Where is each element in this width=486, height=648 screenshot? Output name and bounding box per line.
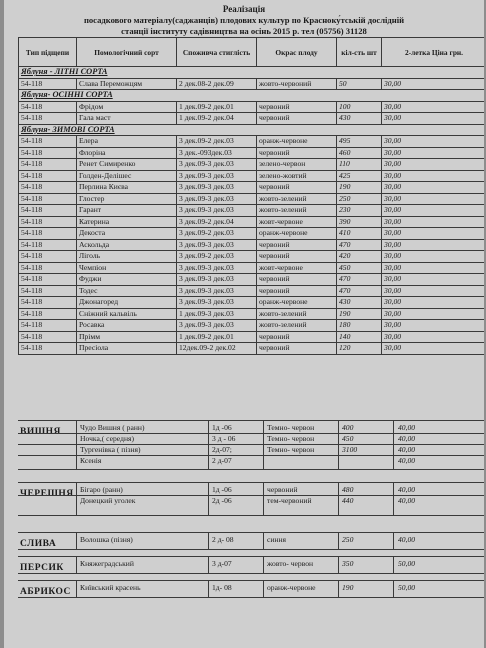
table-cell: 30,00 bbox=[382, 78, 485, 90]
table-row bbox=[19, 113, 485, 125]
column-divider bbox=[338, 557, 339, 573]
table-cell: синня bbox=[267, 535, 287, 544]
table-cell: 30,00 bbox=[382, 228, 485, 240]
table-cell: 30,00 bbox=[382, 147, 485, 159]
crop-block bbox=[18, 532, 484, 550]
table-row bbox=[19, 182, 485, 194]
column-divider bbox=[76, 581, 77, 597]
section-title: Яблуня - ЛІТНІ СОРТА bbox=[19, 67, 485, 79]
table-row bbox=[19, 78, 485, 90]
table-cell: оранж-червоне bbox=[257, 297, 337, 309]
table-cell: 1 дек.09-2 дек.04 bbox=[177, 113, 257, 125]
table-cell: Ксенія bbox=[80, 456, 102, 465]
table-cell: 390 bbox=[337, 216, 382, 228]
table-cell: жовто-зелений bbox=[257, 320, 337, 332]
column-header: Тип підщепи bbox=[19, 38, 77, 67]
table-row bbox=[19, 228, 485, 240]
table-cell: Елера bbox=[77, 136, 177, 148]
table-row bbox=[19, 343, 485, 355]
table-cell: Чемпіон bbox=[77, 262, 177, 274]
header-contact: станції інституту садівництва на осінь 2015 р. тел (05756) 31128 bbox=[121, 26, 367, 36]
table-cell: Прімм bbox=[77, 331, 177, 343]
table-row bbox=[19, 147, 485, 159]
column-header: Окрас плоду bbox=[257, 38, 337, 67]
table-cell: 3 д-07 bbox=[212, 559, 232, 568]
table-cell: 3 дек.09-3 дек.03 bbox=[177, 205, 257, 217]
table-row bbox=[19, 101, 485, 113]
table-cell: 54-118 bbox=[19, 297, 77, 309]
table-cell: 40,00 bbox=[398, 496, 416, 505]
table-cell: 54-118 bbox=[19, 78, 77, 90]
table-cell: 470 bbox=[337, 285, 382, 297]
table-cell: 30,00 bbox=[382, 343, 485, 355]
table-cell: 1 дек.09-2 дек.01 bbox=[177, 331, 257, 343]
table-cell: тем-червоний bbox=[267, 496, 312, 505]
column-header: Споживча стиглість bbox=[177, 38, 257, 67]
section-title-row bbox=[19, 67, 485, 79]
table-cell: Росавка bbox=[77, 320, 177, 332]
table-cell: Чудо Вишня ( ранн) bbox=[80, 423, 145, 432]
table-cell: 3 дек.09-3 дек.03 bbox=[177, 285, 257, 297]
column-divider bbox=[338, 533, 339, 549]
table-cell: 54-118 bbox=[19, 216, 77, 228]
table-cell: червоний bbox=[257, 113, 337, 125]
table-cell: зелено-червон bbox=[257, 159, 337, 171]
table-cell: 54-118 bbox=[19, 285, 77, 297]
table-cell: оранж-червоне bbox=[267, 583, 316, 592]
table-cell: 54-118 bbox=[19, 113, 77, 125]
table-cell: Ночка,( середня) bbox=[80, 434, 135, 443]
table-header-row bbox=[19, 38, 485, 67]
table-cell: Флоріна bbox=[77, 147, 177, 159]
table-cell: Гарант bbox=[77, 205, 177, 217]
table-cell: 54-118 bbox=[19, 228, 77, 240]
table-cell: 230 bbox=[337, 205, 382, 217]
sweet-cherry-block bbox=[18, 482, 484, 516]
table-row bbox=[19, 193, 485, 205]
table-cell: Тодес bbox=[77, 285, 177, 297]
table-cell: 1 дек.09-3 дек.03 bbox=[177, 308, 257, 320]
table-cell: зелено-жовтий bbox=[257, 170, 337, 182]
table-cell: 120 bbox=[337, 343, 382, 355]
table-cell: 54-118 bbox=[19, 182, 77, 194]
table-cell: 54-118 bbox=[19, 205, 77, 217]
column-divider bbox=[263, 483, 264, 515]
table-cell: Княжеградський bbox=[80, 559, 134, 568]
table-cell: 50,00 bbox=[398, 583, 416, 592]
document-sheet bbox=[4, 0, 484, 648]
table-cell: червоний bbox=[257, 285, 337, 297]
crop-label: АБРИКОС bbox=[20, 587, 71, 597]
table-cell: червоний bbox=[257, 343, 337, 355]
table-cell: 30,00 bbox=[382, 285, 485, 297]
table-cell: 54-118 bbox=[19, 262, 77, 274]
table-cell: 1д- 08 bbox=[212, 583, 232, 592]
table-cell: 40,00 bbox=[398, 445, 416, 454]
table-cell: 54-118 bbox=[19, 274, 77, 286]
section-title: Яблуня- ЗИМОВІ СОРТА bbox=[19, 124, 485, 136]
table-cell: 30,00 bbox=[382, 113, 485, 125]
table-cell: Ренет Симиренко bbox=[77, 159, 177, 171]
table-cell: оранж-червоне bbox=[257, 136, 337, 148]
table-cell: 3 дек.09-3 дек.03 bbox=[177, 193, 257, 205]
table-cell: 30,00 bbox=[382, 308, 485, 320]
table-row bbox=[19, 297, 485, 309]
table-cell: 3 дек.09-2 дек.03 bbox=[177, 228, 257, 240]
column-divider bbox=[393, 581, 394, 597]
column-divider bbox=[76, 421, 77, 469]
table-cell: 460 bbox=[337, 147, 382, 159]
table-cell: 2 д- 08 bbox=[212, 535, 234, 544]
table-cell: 400 bbox=[342, 423, 354, 432]
table-cell: Донецкий уголек bbox=[80, 496, 136, 505]
table-cell: 54-118 bbox=[19, 331, 77, 343]
table-cell: 12дек.09-2 дек.02 bbox=[177, 343, 257, 355]
column-header: Помологічний сорт bbox=[77, 38, 177, 67]
table-cell: 190 bbox=[342, 583, 354, 592]
table-cell: 40,00 bbox=[398, 423, 416, 432]
column-divider bbox=[208, 581, 209, 597]
table-cell: червоний bbox=[257, 331, 337, 343]
table-cell: 2д-07; bbox=[212, 445, 232, 454]
table-cell: 3 дек.09-3 дек.03 bbox=[177, 159, 257, 171]
table-cell: 1д -06 bbox=[212, 485, 232, 494]
table-row bbox=[19, 239, 485, 251]
table-cell: Київський красень bbox=[80, 583, 141, 592]
table-cell: 3 д - 06 bbox=[212, 434, 236, 443]
table-cell: 54-118 bbox=[19, 159, 77, 171]
table-cell: 450 bbox=[337, 262, 382, 274]
table-cell: Глостер bbox=[77, 193, 177, 205]
column-divider bbox=[338, 421, 339, 469]
column-divider bbox=[208, 533, 209, 549]
column-divider bbox=[393, 557, 394, 573]
table-cell: Темно- червон bbox=[267, 434, 315, 443]
table-cell: 250 bbox=[337, 193, 382, 205]
table-cell: жовт-червоне bbox=[257, 262, 337, 274]
table-cell: 100 bbox=[337, 101, 382, 113]
table-cell: 30,00 bbox=[382, 297, 485, 309]
table-cell: червоний bbox=[257, 182, 337, 194]
column-divider bbox=[393, 421, 394, 469]
column-divider bbox=[208, 483, 209, 515]
table-cell: 30,00 bbox=[382, 274, 485, 286]
table-cell: 2 д-07 bbox=[212, 456, 232, 465]
table-cell: 3 дек.09-3 дек.03 bbox=[177, 239, 257, 251]
crop-block bbox=[18, 556, 484, 574]
table-cell: жовто-зелений bbox=[257, 193, 337, 205]
header-title: Реалізація bbox=[222, 4, 266, 14]
table-cell: Перлина Києва bbox=[77, 182, 177, 194]
table-cell: 495 bbox=[337, 136, 382, 148]
column-header: 2-летка Ціна грн. bbox=[382, 38, 485, 67]
table-row bbox=[19, 159, 485, 171]
column-divider bbox=[263, 581, 264, 597]
table-cell: 30,00 bbox=[382, 170, 485, 182]
table-cell: 3 дек.-093дек.03 bbox=[177, 147, 257, 159]
table-cell: 54-118 bbox=[19, 251, 77, 263]
table-cell: 250 bbox=[342, 535, 354, 544]
table-cell: 2д -06 bbox=[212, 496, 232, 505]
table-cell: 470 bbox=[337, 274, 382, 286]
table-cell: 30,00 bbox=[382, 216, 485, 228]
table-cell: червоний bbox=[257, 239, 337, 251]
header-subtitle: посадкового матеріалу(саджанців) плодових культур по Красноку́тській дослідній bbox=[83, 15, 405, 25]
table-cell: Волошка (пізня) bbox=[80, 535, 133, 544]
table-row bbox=[19, 285, 485, 297]
table-cell: 54-118 bbox=[19, 343, 77, 355]
crop-block bbox=[18, 580, 484, 598]
table-cell: 3 дек.09-3 дек.03 bbox=[177, 320, 257, 332]
table-cell: 430 bbox=[337, 113, 382, 125]
table-row bbox=[19, 262, 485, 274]
table-cell: 50,00 bbox=[398, 559, 416, 568]
table-cell: 440 bbox=[342, 496, 354, 505]
price-table bbox=[18, 37, 484, 355]
crop-label: СЛИВА bbox=[20, 539, 57, 549]
table-cell: 3 дек.09-2 дек.03 bbox=[177, 136, 257, 148]
table-cell: 430 bbox=[337, 297, 382, 309]
column-divider bbox=[208, 557, 209, 573]
table-cell: жовто-зелений bbox=[257, 205, 337, 217]
column-divider bbox=[393, 533, 394, 549]
column-divider bbox=[393, 483, 394, 515]
table-row bbox=[19, 331, 485, 343]
table-cell: 480 bbox=[342, 485, 354, 494]
column-divider bbox=[76, 557, 77, 573]
table-cell: 54-118 bbox=[19, 320, 77, 332]
table-cell: 54-118 bbox=[19, 239, 77, 251]
column-divider bbox=[76, 483, 77, 515]
table-row bbox=[19, 170, 485, 182]
table-cell: червоний bbox=[257, 101, 337, 113]
table-cell: 30,00 bbox=[382, 193, 485, 205]
table-cell: 50 bbox=[337, 78, 382, 90]
table-row bbox=[19, 216, 485, 228]
table-cell: оранж-червоне bbox=[257, 228, 337, 240]
table-cell: жовт-червоне bbox=[257, 216, 337, 228]
table-cell: 450 bbox=[342, 434, 354, 443]
table-cell: 30,00 bbox=[382, 262, 485, 274]
column-divider bbox=[263, 557, 264, 573]
table-cell: 30,00 bbox=[382, 331, 485, 343]
table-cell: червоний bbox=[257, 251, 337, 263]
table-cell: 110 bbox=[337, 159, 382, 171]
table-cell: Катерина bbox=[77, 216, 177, 228]
document-header bbox=[4, 0, 484, 37]
table-cell: 190 bbox=[337, 182, 382, 194]
table-cell: 54-118 bbox=[19, 308, 77, 320]
table-cell: 190 bbox=[337, 308, 382, 320]
table-cell: 30,00 bbox=[382, 320, 485, 332]
table-cell: Темно- червон bbox=[267, 423, 315, 432]
table-cell: Джонагоред bbox=[77, 297, 177, 309]
table-row bbox=[19, 205, 485, 217]
table-cell: 40,00 bbox=[398, 434, 416, 443]
table-cell: 3 дек.09-2 дек.03 bbox=[177, 251, 257, 263]
table-cell: Фуджи bbox=[77, 274, 177, 286]
section-title-row bbox=[19, 90, 485, 102]
table-cell: 30,00 bbox=[382, 205, 485, 217]
table-cell: червоний bbox=[257, 274, 337, 286]
section-title: Яблуня- ОСІННІ СОРТА bbox=[19, 90, 485, 102]
table-cell: 54-118 bbox=[19, 101, 77, 113]
table-cell: 470 bbox=[337, 239, 382, 251]
table-cell: Тургенівка ( пізня) bbox=[80, 445, 141, 454]
column-divider bbox=[208, 421, 209, 469]
table-cell: 40,00 bbox=[398, 456, 416, 465]
column-divider bbox=[76, 533, 77, 549]
table-cell: Аскольда bbox=[77, 239, 177, 251]
table-cell: 3 дек.09-3 дек.03 bbox=[177, 297, 257, 309]
cherry-block bbox=[18, 420, 484, 470]
table-cell: Ліголь bbox=[77, 251, 177, 263]
table-cell: 3 дек.09-3 дек.03 bbox=[177, 170, 257, 182]
table-cell: 30,00 bbox=[382, 136, 485, 148]
table-cell: 1 дек.09-2 дек.01 bbox=[177, 101, 257, 113]
table-cell: 30,00 bbox=[382, 251, 485, 263]
table-cell: 140 bbox=[337, 331, 382, 343]
table-cell: 3 дек.09-3 дек.03 bbox=[177, 262, 257, 274]
table-cell: Бігаро (ранн) bbox=[80, 485, 123, 494]
crop-label: ПЕРСИК bbox=[20, 563, 64, 573]
table-row bbox=[19, 308, 485, 320]
table-cell: 40,00 bbox=[398, 485, 416, 494]
table-cell: Пресіола bbox=[77, 343, 177, 355]
table-cell: жовто- червон bbox=[267, 559, 314, 568]
table-cell: 30,00 bbox=[382, 159, 485, 171]
table-cell: 54-118 bbox=[19, 136, 77, 148]
table-cell: 30,00 bbox=[382, 182, 485, 194]
column-divider bbox=[263, 533, 264, 549]
table-cell: червоний bbox=[257, 147, 337, 159]
table-row bbox=[19, 136, 485, 148]
table-row bbox=[19, 274, 485, 286]
table-cell: 425 bbox=[337, 170, 382, 182]
crop-label: ВИШНЯ bbox=[20, 427, 61, 437]
table-cell: 30,00 bbox=[382, 101, 485, 113]
table-cell: 1д -06 bbox=[212, 423, 232, 432]
column-divider bbox=[338, 581, 339, 597]
table-cell: 3 дек.09-3 дек.03 bbox=[177, 274, 257, 286]
table-cell: Декоста bbox=[77, 228, 177, 240]
table-cell: Гала маст bbox=[77, 113, 177, 125]
table-cell: жовто-зелений bbox=[257, 308, 337, 320]
table-cell: червоний bbox=[267, 485, 298, 494]
table-cell: Слава Переможцям bbox=[77, 78, 177, 90]
table-cell: Голден-Делішес bbox=[77, 170, 177, 182]
table-cell: 3 дек.09-2 дек.04 bbox=[177, 216, 257, 228]
table-cell: жовто-червоний bbox=[257, 78, 337, 90]
table-row bbox=[19, 251, 485, 263]
table-cell: 3100 bbox=[342, 445, 358, 454]
section-title-row bbox=[19, 124, 485, 136]
table-cell: 30,00 bbox=[382, 239, 485, 251]
table-cell: 2 дек.08-2 дек.09 bbox=[177, 78, 257, 90]
table-cell: 54-118 bbox=[19, 170, 77, 182]
table-cell: 54-118 bbox=[19, 193, 77, 205]
column-divider bbox=[338, 483, 339, 515]
table-row bbox=[19, 320, 485, 332]
table-cell: 3 дек.09-3 дек.03 bbox=[177, 182, 257, 194]
table-cell: Темно- червон bbox=[267, 445, 315, 454]
table-cell: Сніжний кальвіль bbox=[77, 308, 177, 320]
crop-label: ЧЕРЕШНЯ bbox=[20, 489, 74, 499]
table-cell: 54-118 bbox=[19, 147, 77, 159]
table-cell: Фрідом bbox=[77, 101, 177, 113]
table-cell: 40,00 bbox=[398, 535, 416, 544]
table-cell: 410 bbox=[337, 228, 382, 240]
column-divider bbox=[263, 421, 264, 469]
table-cell: 420 bbox=[337, 251, 382, 263]
table-cell: 180 bbox=[337, 320, 382, 332]
column-header: кіл-сть шт bbox=[337, 38, 382, 67]
table-cell: 350 bbox=[342, 559, 354, 568]
